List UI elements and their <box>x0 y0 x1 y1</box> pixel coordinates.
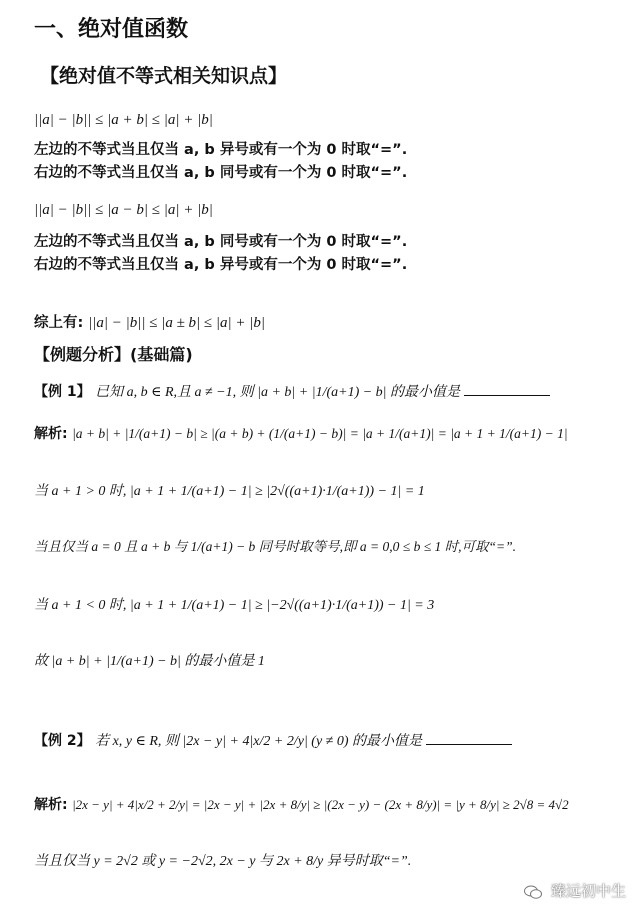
wechat-icon <box>524 885 542 899</box>
example-1-case-negative: 当 a + 1 < 0 时, |a + 1 + 1/(a+1) − 1| ≥ |−2√((a+1)·1/(a+1)) − 1| = 3 <box>34 598 435 613</box>
example-2-label: 【例 2】 <box>34 733 91 749</box>
example-1-solution-label: 解析: <box>34 426 68 442</box>
example-1-conclusion: 故 |a + b| + |1/(a+1) − b| 的最小值是 1 <box>34 654 265 669</box>
summary-label: 综上有: <box>34 315 84 331</box>
example-2-equality-condition: 当且仅当 y = 2√2 或 y = −2√2, 2x − y 与 2x + 8/y 异号时取“=”. <box>34 854 412 869</box>
knowledge-subheading: 【绝对值不等式相关知识点】 <box>40 65 288 87</box>
inequality-2-left-condition: 左边的不等式当且仅当 a, b 同号或有一个为 0 时取“=”. <box>34 234 408 250</box>
inequality-1-right-condition: 右边的不等式当且仅当 a, b 同号或有一个为 0 时取“=”. <box>34 165 408 181</box>
example-1-text: 已知 a, b ∈ R,且 a ≠ −1, 则 |a + b| + |1/(a+1) − b| 的最小值是 <box>95 385 461 400</box>
inequality-2-right-condition: 右边的不等式当且仅当 a, b 异号或有一个为 0 时取“=”. <box>34 257 408 273</box>
example-2-text: 若 x, y ∈ R, 则 |2x − y| + 4|x/2 + 2/y| (y ≠ 0) 的最小值是 <box>95 734 423 749</box>
example-1-equality-condition: 当且仅当 a = 0 且 a + b 与 1/(a+1) − b 同号时取等号,即 a = 0,0 ≤ b ≤ 1 时,可取“=”. <box>34 539 516 554</box>
example-2-question <box>34 730 512 752</box>
example-1-question <box>34 381 550 403</box>
answer-blank <box>426 730 512 745</box>
answer-blank <box>464 381 550 396</box>
summary-line <box>34 312 265 333</box>
example-1-label: 【例 1】 <box>34 384 91 400</box>
example-2-solution <box>34 795 569 815</box>
example-analysis-heading: 【例题分析】(基础篇) <box>34 345 193 364</box>
watermark <box>524 880 626 901</box>
inequality-1: ||a| − |b|| ≤ |a + b| ≤ |a| + |b| <box>34 112 213 128</box>
section-heading: 一、绝对值函数 <box>34 17 189 42</box>
inequality-1-left-condition: 左边的不等式当且仅当 a, b 异号或有一个为 0 时取“=”. <box>34 142 408 158</box>
inequality-2: ||a| − |b|| ≤ |a − b| ≤ |a| + |b| <box>34 202 213 218</box>
example-1-solution <box>34 424 568 444</box>
example-2-solution-label: 解析: <box>34 797 68 813</box>
example-1-solution-formula: |a + b| + |1/(a+1) − b| ≥ |(a + b) + (1/(a+1) − b)| = |a + 1/(a+1)| = |a + 1 + 1/(a+1) − 1| <box>72 426 568 441</box>
watermark-text: 臻远初中生 <box>550 882 626 900</box>
example-1-case-positive: 当 a + 1 > 0 时, |a + 1 + 1/(a+1) − 1| ≥ |2√((a+1)·1/(a+1)) − 1| = 1 <box>34 484 425 499</box>
summary-formula: ||a| − |b|| ≤ |a ± b| ≤ |a| + |b| <box>88 315 266 331</box>
example-2-solution-formula: |2x − y| + 4|x/2 + 2/y| = |2x − y| + |2x + 8/y| ≥ |(2x − y) − (2x + 8/y)| = |y + 8/y| ≥ 2√8 = 4√2 <box>72 797 569 812</box>
